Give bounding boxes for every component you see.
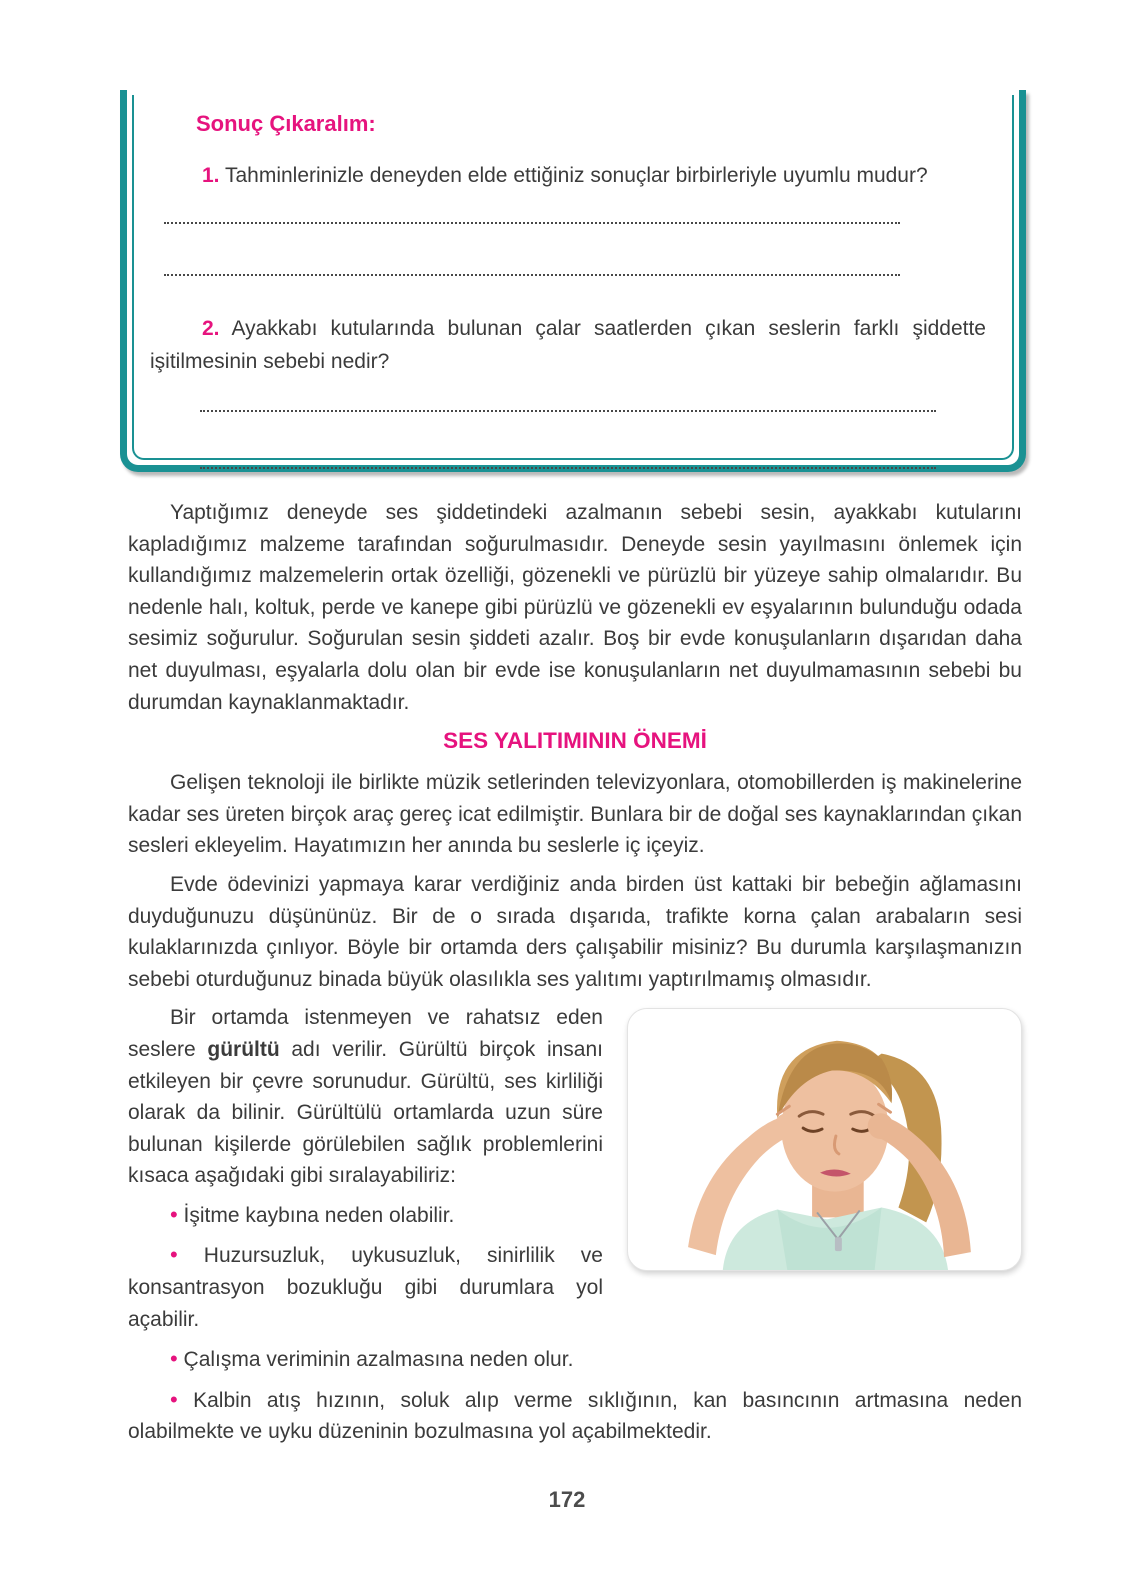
question-2-number: 2. <box>202 317 220 340</box>
conclusion-box-inner <box>132 95 1014 460</box>
question-1-number: 1. <box>202 164 220 187</box>
noise-term: gürültü <box>207 1037 280 1061</box>
section-heading: SES YALITIMININ ÖNEMİ <box>443 728 707 754</box>
list-item-text: Kalbin atış hızının, soluk alıp verme sıklığının, kan basıncının artmasına neden olabilmekte ve uyku düzeninin bozulmasına yol açabilmektedir. <box>128 1388 1022 1444</box>
bullet-icon: • <box>170 1386 178 1412</box>
bullet-icon: • <box>170 1346 178 1372</box>
answer-line <box>200 467 936 469</box>
list-item-productivity <box>128 1343 1022 1376</box>
main-content <box>128 497 1022 1456</box>
question-1-text: Tahminlerinizle deneyden elde ettiğiniz sonuçlar birbirleriyle uyumlu mudur? <box>219 164 928 187</box>
answer-line <box>200 410 936 412</box>
answer-line <box>164 222 900 224</box>
list-item-heart-rate <box>128 1384 1022 1448</box>
list-item-text: Huzursuzluk, uykusuzluk, sinirlilik ve konsantrasyon bozukluğu gibi durumlara yol açabilir. <box>128 1244 603 1331</box>
list-item-text: İşitme kaybına neden olabilir. <box>183 1203 455 1227</box>
paragraph-homework-noise: Evde ödevinizi yapmaya karar verdiğiniz anda birden üst kattaki bir bebeğin ağlamasını duyduğunuzu düşününüz. Bir de o sırada dışarıda, trafikte korna çalan arabaların sesi kulaklarınızda çınlıyor. Böyle bir ortamda ders çalışabilir misiniz? Bu durumla karşılaşmanızın sebebi oturduğunuz binada büyük olasılıkla ses yalıtımı yaptırılmamış olmasıdır. <box>128 872 1022 991</box>
woman-plugging-ears-illustration <box>628 1009 1021 1270</box>
list-item-text: Çalışma veriminin azalmasına neden olur. <box>183 1348 574 1372</box>
question-1 <box>150 159 986 192</box>
page-number: 172 <box>548 1487 586 1512</box>
bullet-icon: • <box>170 1242 178 1268</box>
answer-line <box>164 274 900 276</box>
noise-definition-suffix: adı verilir. Gürültü birçok insanı etkileyen bir çevre sorunudur. Gürültü, ses kirliliği olarak da bilinir. Gürültülü ortamlarda uzun süre bulunan kişilerde görülebilen sağlık problemlerini kısaca aşağıdaki gibi sıralayabiliriz: <box>128 1037 604 1188</box>
conclusion-box-title: Sonuç Çıkaralım: <box>196 111 376 136</box>
noise-photo <box>627 1008 1022 1271</box>
question-2-text: Ayakkabı kutularında bulunan çalar saatlerden çıkan seslerin farklı şiddette işitilmesinin sebebi nedir? <box>150 317 986 373</box>
paragraph-sound-absorption: Yaptığımız deneyde ses şiddetindeki azalmanın sebebi sesin, ayakkabı kutularını kapladığımız malzeme tarafından soğurulmasıdır. Deneyde sesin yayılmasını önlemek için kullandığımız malzemelerin ortak özelliği, gözenekli ve pürüzlü bir yüzeye sahip olmalarıdır. Bu nedenle halı, koltuk, perde ve kanepe gibi pürüzlü ve gözenekli ev eşyalarının bulunduğu odada sesimiz soğurulur. Soğurulan sesin şiddeti azalır. Boş bir evde konuşulanların dışarıdan daha net duyulması, eşyalarla dolu olan bir evde ise konuşulanların net duyulmamasının sebebi bu durumdan kaynaklanmaktadır. <box>128 501 1022 714</box>
paragraph-technology-sounds: Gelişen teknoloji ile birlikte müzik setlerinden televizyonlara, otomobillerden iş makinelerine kadar ses üreten birçok araç gereç icat edilmiştir. Bunlara bir de doğal ses kaynaklarından çıkan sesleri ekleyelim. Hayatımızın her anında bu seslerle iç içeyiz. <box>128 771 1022 858</box>
noise-definition-prefix: Bir ortamda istenmeyen ve rahatsız eden seslere <box>128 1006 603 1061</box>
bullet-icon: • <box>170 1201 178 1227</box>
conclusion-box <box>120 90 1026 472</box>
question-2 <box>150 312 986 378</box>
